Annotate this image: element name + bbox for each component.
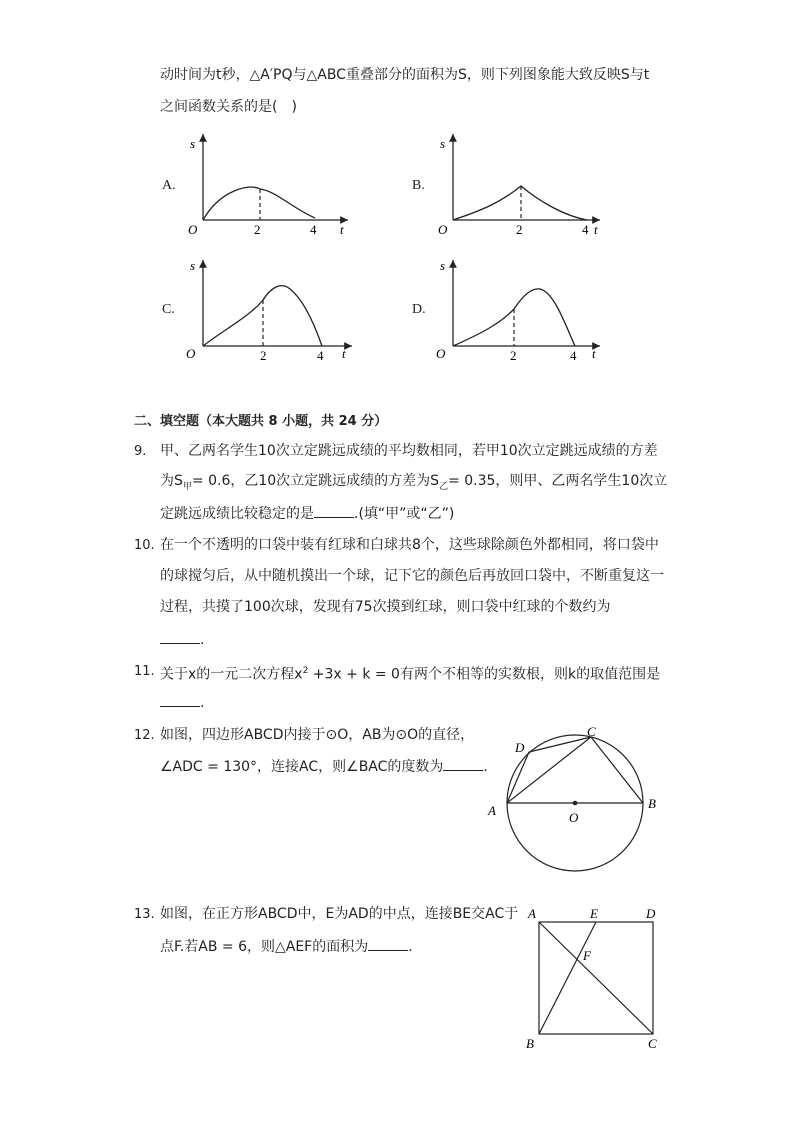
q10-line3: 过程，共摸了100次球，发现有75次摸到红球，则口袋中红球的个数约为 [160, 599, 611, 615]
q10-line4: . [160, 630, 204, 649]
q11-answer-blank[interactable] [160, 693, 200, 707]
q9-line3: 定跳远成绩比较稳定的是 .(填“甲”或“乙”) [160, 506, 455, 522]
graph-d-x-label: t [592, 346, 596, 361]
q13-label-c: C [648, 1036, 657, 1051]
q13-label-e: E [590, 906, 598, 921]
graph-b-tick-2: 2 [516, 222, 523, 237]
q10-line2: 的球搅匀后，从中随机摸出一个球，记下它的颜色后再放回口袋中，不断重复这一 [160, 568, 664, 584]
q13-label-d: D [646, 906, 656, 921]
graph-d-tick-4: 4 [570, 348, 577, 363]
q10-number: 10. [134, 538, 155, 553]
graph-c-tick-4: 4 [317, 348, 324, 363]
section2-title: 二、填空题（本大题共 8 小题，共 24 分） [134, 414, 388, 429]
q10-line1: 在一个不透明的口袋中装有红球和白球共8个，这些球除颜色外都相同，将口袋中 [160, 537, 659, 553]
q9-line1: 甲、乙两名学生10次立定跳远成绩的平均数相同，若甲10次立定跳远成绩的方差 [160, 443, 658, 459]
graph-c-y-label: s [190, 258, 196, 273]
q8-stem-line2: 之间函数关系的是( ) [160, 99, 297, 115]
q10-answer-blank[interactable] [160, 630, 200, 644]
q12-line1: 如图，四边形ABCD内接于⊙O，AB为⊙O的直径， [160, 727, 475, 743]
graph-d [430, 254, 610, 366]
graph-b [430, 128, 610, 240]
graph-b-tick-4: 4 [582, 222, 589, 237]
graph-c-label: C. [162, 302, 175, 317]
q13-line1: 如图，在正方形ABCD中，E为AD的中点，连接BE交AC于 [160, 906, 519, 922]
q8-stem-line1: 动时间为t秒，△A′PQ与△ABC重叠部分的面积为S，则下列图象能大致反映S与t [160, 67, 650, 83]
q12-label-o: O [569, 810, 579, 825]
graph-b-origin: O [438, 222, 448, 237]
graph-a-origin: O [188, 222, 198, 237]
graph-d-y-label: s [440, 258, 446, 273]
graph-a-tick-4: 4 [310, 222, 317, 237]
graph-c [180, 254, 360, 366]
graph-c-tick-2: 2 [260, 348, 267, 363]
q12-circle-figure [480, 722, 670, 882]
q11-line2: . [160, 693, 204, 712]
graph-b-x-label: t [594, 222, 598, 237]
q13-label-a: A [528, 906, 536, 921]
q12-line2: ∠ADC = 130°，连接AC，则∠BAC的度数为 . [160, 759, 488, 775]
q13-label-b: B [526, 1036, 534, 1051]
q9-number: 9. [134, 444, 147, 459]
q9-line2: 为$S_甲= 0.6$，乙10次立定跳远成绩的方差为$S_乙= 0.35$，则甲、乙两名学生10次立 [160, 473, 668, 492]
graph-a-tick-2: 2 [254, 222, 261, 237]
q12-label-b: B [648, 796, 656, 811]
q13-line2: 点F.若AB = 6，则△AEF的面积为 . [160, 939, 413, 955]
graph-c-x-label: t [342, 346, 346, 361]
q11-number: 11. [134, 664, 155, 679]
q13-number: 13. [134, 907, 155, 922]
graph-b-label: B. [412, 178, 425, 193]
graph-c-origin: O [186, 346, 196, 361]
q12-label-d: D [515, 740, 525, 755]
graph-d-tick-2: 2 [510, 348, 517, 363]
q11-line1: 关于x的一元二次方程$x^2 +3x + k = 0$有两个不相等的实数根，则k的取值范围是 [160, 666, 661, 683]
q12-answer-blank[interactable] [443, 757, 483, 771]
q13-square-figure [520, 900, 670, 1060]
graph-a-label: A. [162, 178, 176, 193]
q13-answer-blank[interactable] [368, 937, 408, 951]
q9-answer-blank[interactable] [314, 504, 354, 518]
q13-label-f: F [583, 948, 591, 963]
graph-a [180, 128, 360, 240]
q12-label-c: C [587, 724, 596, 739]
graph-d-label: D. [412, 302, 426, 317]
q12-number: 12. [134, 728, 155, 743]
graph-b-y-label: s [440, 136, 446, 151]
graph-a-y-label: s [190, 136, 196, 151]
q12-label-a: A [488, 803, 496, 818]
graph-a-x-label: t [340, 222, 344, 237]
graph-d-origin: O [436, 346, 446, 361]
